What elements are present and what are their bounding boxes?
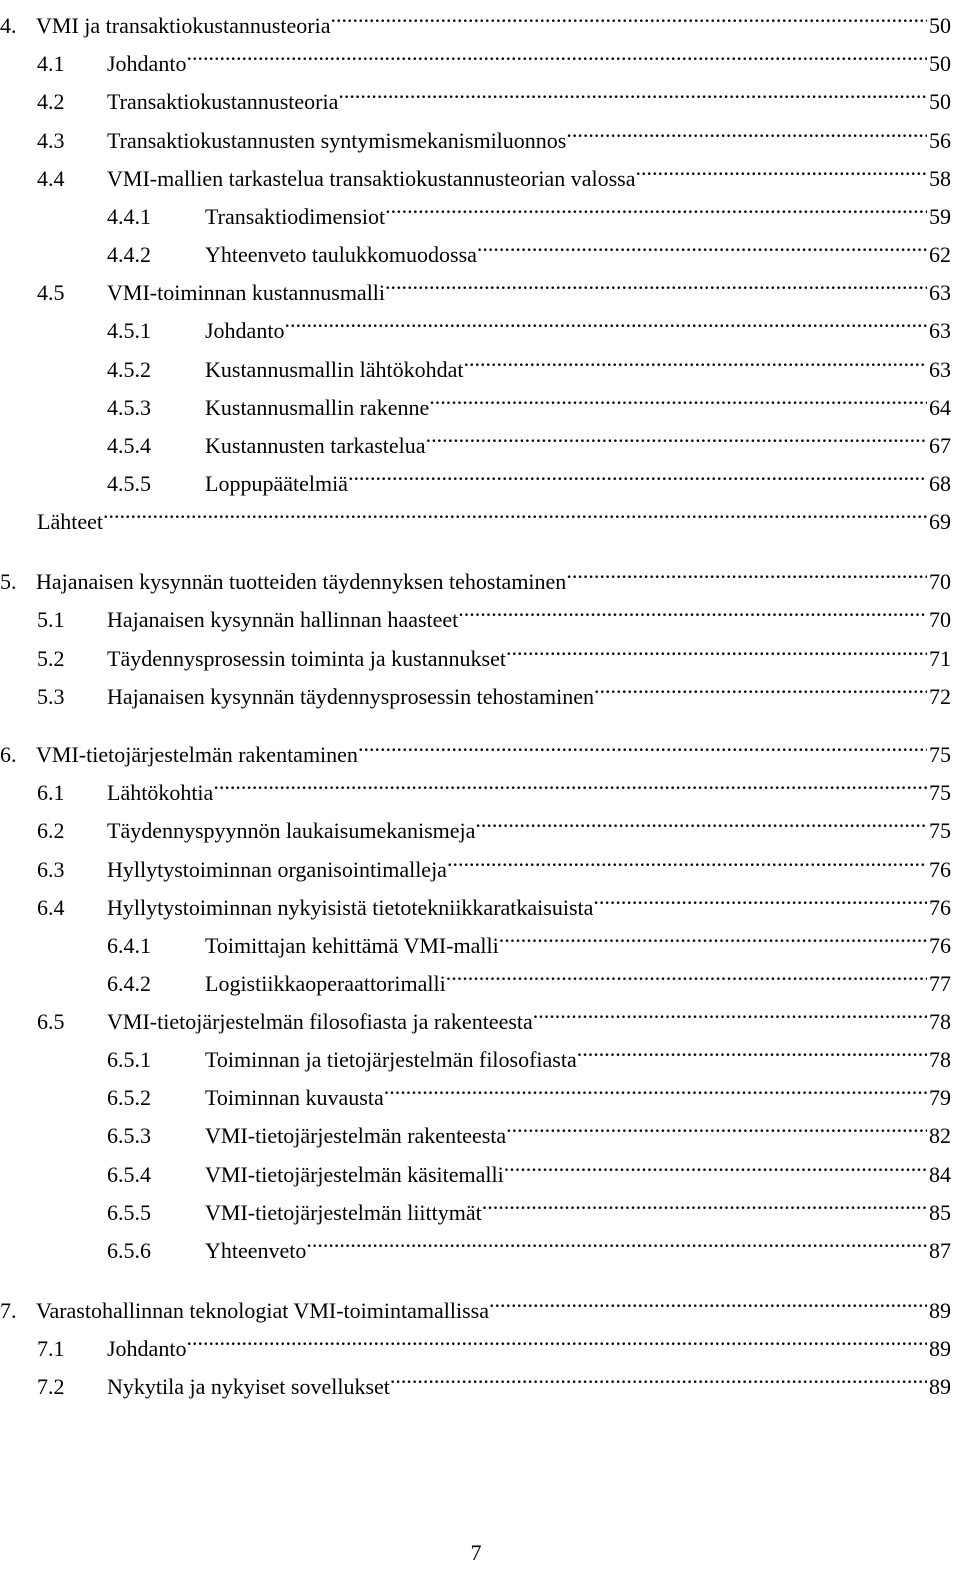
toc-entry (107, 1220, 951, 1263)
page-number: 7 (470, 1540, 482, 1565)
toc-entry-title: Kustannusten tarkastelua (205, 433, 426, 458)
toc-entry-page: 70 (929, 607, 951, 632)
toc-entry-title: Hajanaisen kysynnän hallinnan haasteet (107, 607, 459, 632)
toc-entry-page: 50 (929, 13, 951, 38)
toc-dot-leader (390, 1356, 927, 1394)
toc-dot-leader (506, 628, 927, 666)
toc-entry-page: 58 (929, 166, 951, 191)
toc-entry-page: 77 (929, 971, 951, 996)
toc-entry-number: 6.1 (37, 780, 65, 805)
toc-dot-leader (384, 1067, 927, 1105)
toc-entry-number: 6.4 (37, 895, 65, 920)
toc-entry-page: 89 (929, 1374, 951, 1399)
toc-dot-leader (358, 724, 927, 762)
toc-entry-page: 63 (929, 357, 951, 382)
toc-entry-title: Transaktiodimensiot (205, 204, 386, 229)
toc-dot-leader (447, 839, 927, 877)
toc-entry-title: Toiminnan kuvausta (205, 1085, 384, 1110)
toc-entry-title: Täydennysprosessin toiminta ja kustannukset (107, 646, 506, 671)
toc-entry-number: 6.5.6 (107, 1238, 151, 1263)
toc-dot-leader (306, 1220, 927, 1258)
toc-entry-number: 4.4.1 (107, 204, 151, 229)
toc-entry-page: 76 (929, 857, 951, 882)
toc-entry (107, 1144, 951, 1187)
toc-entry (37, 877, 951, 920)
toc-entry-page: 64 (929, 395, 951, 420)
toc-entry (107, 453, 951, 496)
toc-entry-title: VMI-tietojärjestelmän liittymät (205, 1200, 482, 1225)
toc-entry-number: 5. (0, 569, 17, 594)
toc-dot-leader (348, 453, 927, 491)
toc-entry (107, 1067, 951, 1110)
toc-entry-number: 6.5.4 (107, 1162, 151, 1187)
toc-entry (107, 186, 951, 229)
toc-entry-page: 75 (929, 818, 951, 843)
toc-entry-title: Toiminnan ja tietojärjestelmän filosofiasta (205, 1047, 577, 1072)
toc-entry (37, 33, 951, 76)
toc-entry-page: 59 (929, 204, 951, 229)
toc-entry (107, 953, 951, 996)
toc-dot-leader (482, 1182, 927, 1220)
toc-dot-leader (213, 762, 927, 800)
toc-entry-number: 6.5.2 (107, 1085, 151, 1110)
toc-entry-page: 70 (929, 569, 951, 594)
toc-entry-title: Hajanaisen kysynnän täydennysprosessin tehostaminen (107, 684, 594, 709)
toc-entry-number: 4.3 (37, 128, 65, 153)
toc-entry (107, 1029, 951, 1072)
toc-entry-title: VMI-tietojärjestelmän rakentaminen (36, 742, 358, 767)
toc-dot-leader (446, 953, 927, 991)
toc-entry-number: 6. (0, 742, 17, 767)
toc-entry (37, 762, 951, 805)
toc-entry-page: 56 (929, 128, 951, 153)
toc-dot-leader (338, 71, 927, 109)
toc-dot-leader (186, 33, 927, 71)
toc-dot-leader (533, 991, 927, 1029)
toc-entry-number: 6.5.5 (107, 1200, 151, 1225)
toc-entry-title: Transaktiokustannusten syntymismekanismiluonnos (107, 128, 567, 153)
toc-dot-leader (499, 915, 927, 953)
toc-entry (37, 491, 951, 534)
toc-dot-leader (426, 415, 927, 453)
toc-entry (37, 148, 951, 191)
toc-entry-number: 4.1 (37, 51, 65, 76)
toc-entry-page: 50 (929, 89, 951, 114)
toc-entry-title: VMI-mallien tarkastelua transaktiokustannusteorian valossa (107, 166, 636, 191)
toc-dot-leader (331, 0, 928, 33)
toc-entry-title: VMI-toiminnan kustannusmalli (107, 280, 386, 305)
toc-entry-page: 63 (929, 318, 951, 343)
toc-entry-number: 4.2 (37, 89, 65, 114)
toc-dot-leader (463, 339, 927, 377)
toc-dot-leader (477, 224, 927, 262)
toc-dot-leader (577, 1029, 927, 1067)
toc-entry-page: 63 (929, 280, 951, 305)
toc-entry-page: 75 (929, 780, 951, 805)
toc-entry-page: 87 (929, 1238, 951, 1263)
toc-entry (107, 377, 951, 420)
toc-entry-number: 5.2 (37, 646, 65, 671)
toc-entry-number: 4.5.3 (107, 395, 151, 420)
toc-entry (0, 551, 951, 594)
toc-entry-page: 67 (929, 433, 951, 458)
toc-entry-number: 6.2 (37, 818, 65, 843)
toc-entry-page: 76 (929, 933, 951, 958)
toc-dot-leader (284, 300, 927, 338)
toc-entry-title: Johdanto (107, 1336, 187, 1361)
toc-entry-title: Transaktiokustannusteoria (107, 89, 339, 114)
toc-entry (37, 800, 951, 843)
toc-entry-number: 6.5.1 (107, 1047, 151, 1072)
toc-entry (37, 1318, 951, 1361)
toc-entry-page: 82 (929, 1123, 951, 1148)
toc-entry (0, 0, 951, 38)
toc-entry-number: 6.5 (37, 1009, 65, 1034)
toc-entry-title: Hajanaisen kysynnän tuotteiden täydennyksen tehostaminen (36, 569, 567, 594)
toc-entry-title: Nykytila ja nykyiset sovellukset (107, 1374, 390, 1399)
toc-dot-leader (429, 377, 927, 415)
toc-entry-title: Lähteet (37, 509, 103, 534)
toc-dot-leader (475, 800, 927, 838)
toc-dot-leader (635, 148, 927, 186)
toc-entry-title: Lähtökohtia (107, 780, 214, 805)
toc-entry (107, 224, 951, 267)
toc-entry (37, 666, 951, 709)
toc-entry-page: 89 (929, 1298, 951, 1323)
toc-entry-page: 72 (929, 684, 951, 709)
toc-entry-number: 7.2 (37, 1374, 65, 1399)
toc-entry-number: 4. (0, 13, 17, 38)
toc-entry (107, 415, 951, 458)
toc-dot-leader (594, 666, 927, 704)
toc-entry (37, 1356, 951, 1399)
toc-entry (37, 110, 951, 153)
toc-entry-number: 4.5.5 (107, 471, 151, 496)
toc-entry-page: 71 (929, 646, 951, 671)
toc-dot-leader (103, 491, 927, 529)
toc-entry-number: 7.1 (37, 1336, 65, 1361)
toc-entry-page: 89 (929, 1336, 951, 1361)
toc-entry-title: Hyllytystoiminnan nykyisistä tietotekniikkaratkaisuista (107, 895, 594, 920)
toc-dot-leader (593, 877, 927, 915)
toc-entry (0, 1280, 951, 1323)
toc-entry-number: 5.1 (37, 607, 65, 632)
toc-entry-page: 79 (929, 1085, 951, 1110)
toc-entry-title: Varastohallinnan teknologiat VMI-toimintamallissa (36, 1298, 489, 1323)
toc-entry-number: 6.4.1 (107, 933, 151, 958)
toc-entry (37, 991, 951, 1034)
toc-entry-number: 6.4.2 (107, 971, 151, 996)
toc-entry-page: 68 (929, 471, 951, 496)
toc-entry-page: 75 (929, 742, 951, 767)
toc-entry-title: VMI-tietojärjestelmän käsitemalli (205, 1162, 504, 1187)
toc-entry-title: Hyllytystoiminnan organisointimalleja (107, 857, 447, 882)
toc-entry-page: 78 (929, 1009, 951, 1034)
toc-entry-title: Logistiikkaoperaattorimalli (205, 971, 446, 996)
toc-entry-page: 50 (929, 51, 951, 76)
toc-entry-number: 4.5 (37, 280, 65, 305)
toc-dot-leader (489, 1280, 927, 1318)
toc-entry-page: 62 (929, 242, 951, 267)
toc-entry-number: 7. (0, 1298, 17, 1323)
toc-entry-page: 69 (929, 509, 951, 534)
toc-entry-title: Täydennyspyynnön laukaisumekanismeja (107, 818, 476, 843)
toc-entry-title: Kustannusmallin rakenne (205, 395, 430, 420)
toc-entry (37, 628, 951, 671)
toc-entry-number: 6.3 (37, 857, 65, 882)
toc-entry-number: 4.5.1 (107, 318, 151, 343)
toc-entry (107, 915, 951, 958)
toc-entry (107, 1105, 951, 1148)
toc-entry (107, 300, 951, 343)
toc-entry-number: 4.4 (37, 166, 65, 191)
toc-entry-title: Yhteenveto taulukkomuodossa (205, 242, 477, 267)
toc-entry-page: 85 (929, 1200, 951, 1225)
toc-entry (107, 339, 951, 382)
toc-dot-leader (186, 1318, 927, 1356)
toc-dot-leader (385, 262, 927, 300)
toc-entry-number: 4.5.2 (107, 357, 151, 382)
toc-entry (107, 1182, 951, 1225)
toc-entry-title: Johdanto (107, 51, 187, 76)
toc-entry-title: VMI-tietojärjestelmän filosofiasta ja rakenteesta (107, 1009, 533, 1034)
toc-entry-title: VMI-tietojärjestelmän rakenteesta (205, 1123, 507, 1148)
toc-entry-page: 76 (929, 895, 951, 920)
toc-dot-leader (506, 1105, 927, 1143)
toc-dot-leader (385, 186, 927, 224)
toc-dot-leader (566, 551, 927, 589)
toc-entry-number: 4.4.2 (107, 242, 151, 267)
toc-entry (37, 589, 951, 632)
toc-entry-title: VMI ja transaktiokustannusteoria (36, 13, 331, 38)
toc-entry-number: 4.5.4 (107, 433, 151, 458)
toc-entry-page: 78 (929, 1047, 951, 1072)
toc-entry-number: 5.3 (37, 684, 65, 709)
toc-entry (0, 724, 951, 767)
toc-entry-title: Yhteenveto (205, 1238, 307, 1263)
toc-dot-leader (504, 1144, 927, 1182)
toc-entry-title: Toimittajan kehittämä VMI-malli (205, 933, 499, 958)
toc-entry-page: 84 (929, 1162, 951, 1187)
toc-entry-title: Kustannusmallin lähtökohdat (205, 357, 464, 382)
toc-entry-number: 6.5.3 (107, 1123, 151, 1148)
toc-entry (37, 839, 951, 882)
toc-entry (37, 71, 951, 114)
toc-dot-leader (458, 589, 927, 627)
toc-entry (37, 262, 951, 305)
toc-entry-title: Loppupäätelmiä (205, 471, 348, 496)
toc-dot-leader (566, 110, 927, 148)
toc-entry-title: Johdanto (205, 318, 285, 343)
